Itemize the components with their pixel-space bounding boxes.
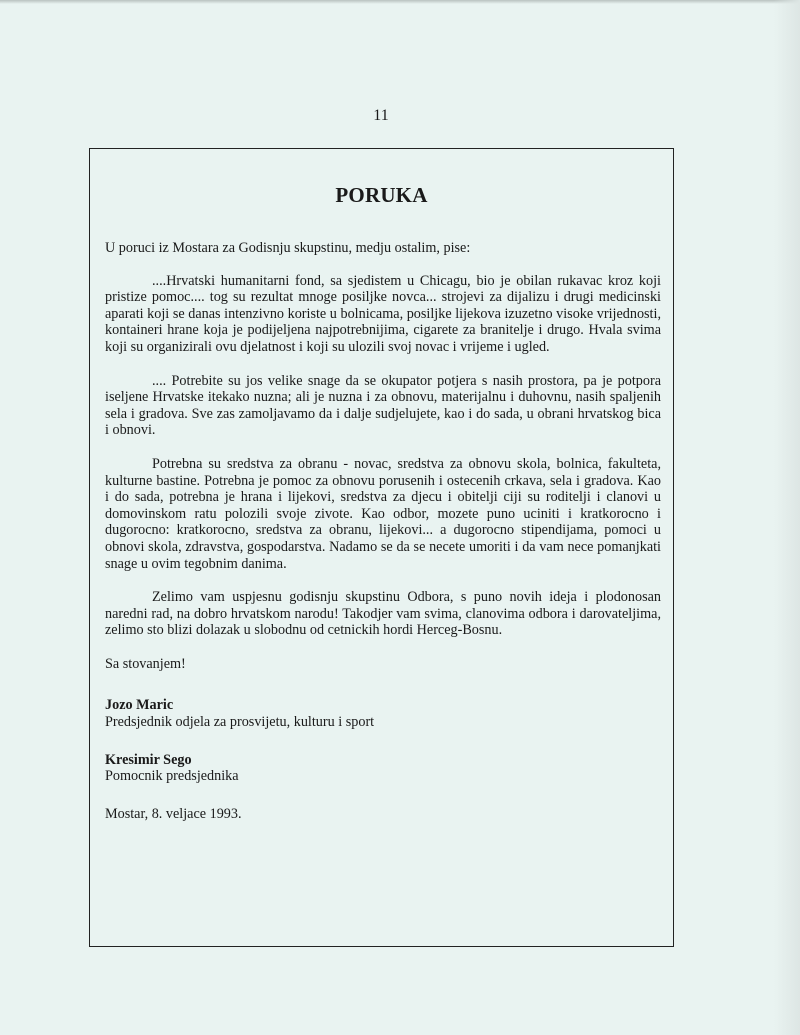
- closing-salutation: Sa stovanjem!: [105, 655, 186, 672]
- scan-edge-top: [0, 0, 800, 4]
- signer-name: Jozo Maric: [105, 697, 174, 714]
- document-body: [105, 240, 661, 822]
- body-paragraph-1: ....Hrvatski humanitarni fond, sa sjedistem u Chicagu, bio je obilan rukavac kroz koji pristize pomoc.... tog su rezultat mnoge posiljke novca... strojevi za dijalizu i drugi medicinski aparati koji se danas intenzivno koriste u bolnicama, posiljke lijekova izuzetno visoke vrijednosti, kontaineri hrane koja je podijeljena najpotrebnijima, cigarete za branitelje i drugo. Hvala svima koji su organizirali ovu djelatnost i koji su ulozili svoj novac i vrijeme i ugled.: [105, 272, 661, 355]
- body-paragraph-2: .... Potrebite su jos velike snage da se okupator potjera s nasih prostora, pa je potpora iseljene Hrvatske itekako nuzna; ali je nuzna i za obnovu, materijalnu i duhovnu, nasih spaljenih sela i gradova. Sve zas zamoljavamo da i dalje sudjelujete, kao i do sada, u obrani hrvatskog bica i obnovi.: [105, 372, 661, 439]
- scan-edge-right: [774, 0, 800, 1035]
- page-number: 11: [373, 107, 389, 124]
- intro-paragraph: U poruci iz Mostara za Godisnju skupstinu, medju ostalim, pise:: [105, 240, 471, 256]
- signer-role: Predsjednik odjela za prosvijetu, kulturu i sport: [105, 714, 375, 731]
- signer-name: Kresimir Sego: [105, 751, 192, 768]
- date-line: Mostar, 8. veljace 1993.: [105, 805, 242, 822]
- signer-block-1: [105, 697, 661, 730]
- signer-block-2: [105, 752, 661, 785]
- body-paragraph-3: Potrebna su sredstva za obranu - novac, sredstva za obnovu skola, bolnica, fakulteta, kulturne bastine. Potrebna je pomoc za obnovu porusenih i ostecenih crkava, sela i gradova. Kao i do sada, potrebna je hrana i lijekovi, sredstva za djecu i obitelji ciji su roditelji i clanovi u domovinskom ratu polozili svoje zivote. Kao odbor, mozete puno uciniti i kratkorocno i dugorocno: kratkorocno, sredstva za obranu, lijekovi... a dugorocno stipendijama, pomoci u obnovi skola, zdravstva, gospodarstva. Nadamo se da se necete umoriti i da vam nece pomanjkati snage u ovim tegobnim danima.: [105, 455, 661, 572]
- signer-role: Pomocnik predsjednika: [105, 768, 239, 785]
- body-paragraph-4: Zelimo vam uspjesnu godisnju skupstinu Odbora, s puno novih ideja i plodonosan naredni rad, na dobro hrvatskom narodu! Takodjer vam svima, clanovima odbora i darovateljima, zelimo sto blizi dolazak u slobodnu od cetnickih hordi Herceg-Bosnu.: [105, 589, 661, 639]
- document-title: PORUKA: [335, 183, 428, 207]
